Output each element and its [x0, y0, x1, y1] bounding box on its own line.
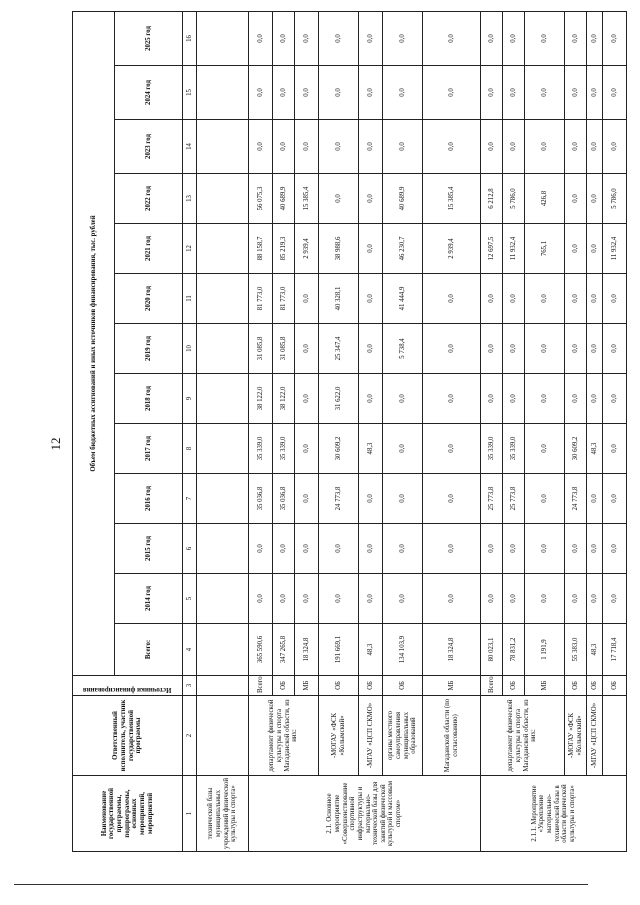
row-year-value: 31 085,8 — [273, 324, 295, 374]
row-year-value: 0,0 — [503, 324, 525, 374]
header-volume: Объем бюджетных ассигнований и иных источников финансирования, тыс. рублей — [73, 11, 115, 675]
row-year-value: 0,0 — [565, 66, 587, 120]
row-executor: органы местного самоуправления муниципальных образований — [383, 696, 423, 776]
table-row — [359, 11, 383, 851]
row-year-value: 0,0 — [603, 524, 627, 574]
row-year-value: 0,0 — [249, 120, 273, 174]
row-year-value: 40 689,9 — [273, 174, 295, 224]
row-year-value: 0,0 — [603, 11, 627, 65]
row-year-value: 0,0 — [295, 524, 319, 574]
row-year-value: 5 738,4 — [383, 324, 423, 374]
row-year-value: 11 932,4 — [503, 224, 525, 274]
row-year-value: 0,0 — [603, 66, 627, 120]
row-name: 2.1.1. Мероприятие «Укрепление материально-технической базы в области физической культуры и спорта» — [481, 776, 627, 852]
row-year-value: 0,0 — [503, 120, 525, 174]
row-source: ОБ — [359, 676, 383, 696]
row-year-value: 0,0 — [295, 424, 319, 474]
row-year-value: 56 075,3 — [249, 174, 273, 224]
row-year-value: 0,0 — [525, 374, 565, 424]
row-year-value: 46 230,7 — [383, 224, 423, 274]
row-year-value — [197, 474, 249, 524]
header-executor: Ответственный исполнитель, участник государственной программы — [73, 696, 183, 776]
row-year-value: 0,0 — [319, 120, 359, 174]
row-year-value: 0,0 — [383, 11, 423, 65]
table-row — [481, 11, 503, 851]
row-year-value: 35 036,8 — [273, 474, 295, 524]
row-year-value: 0,0 — [383, 474, 423, 524]
row-name: 2.1. Основное мероприятие «Совершенствование спортивной инфраструктуры и материально-технической базы для занятий физической культурой и массовым спортом» — [249, 776, 481, 852]
row-year-value: 88 158,7 — [249, 224, 273, 274]
budget-table — [72, 11, 627, 852]
row-year-value: 0,0 — [565, 524, 587, 574]
row-year-value: 0,0 — [319, 524, 359, 574]
row-year-value: 0,0 — [603, 324, 627, 374]
row-year-value: 48,3 — [359, 424, 383, 474]
row-year-value: 0,0 — [423, 66, 481, 120]
row-year-value: 0,0 — [503, 374, 525, 424]
row-year-value: 0,0 — [423, 274, 481, 324]
row-executor — [603, 696, 627, 776]
column-number: 9 — [183, 374, 197, 424]
row-year-value: 0,0 — [359, 324, 383, 374]
row-year-value: 0,0 — [525, 11, 565, 65]
row-year-value: 0,0 — [295, 11, 319, 65]
row-year-value: 0,0 — [423, 374, 481, 424]
row-year-value: 0,0 — [587, 120, 603, 174]
row-year-value — [197, 224, 249, 274]
column-number: 4 — [183, 624, 197, 676]
row-source: Всего — [481, 676, 503, 696]
row-year-value: 5 786,0 — [603, 174, 627, 224]
bottom-rule — [14, 884, 588, 885]
row-year-value: 0,0 — [587, 224, 603, 274]
row-total: 365 590,6 — [249, 624, 273, 676]
header-year: 2018 год — [115, 374, 183, 424]
row-year-value — [197, 11, 249, 65]
row-year-value: 0,0 — [295, 374, 319, 424]
header-year: 2024 год — [115, 66, 183, 120]
column-number: 14 — [183, 120, 197, 174]
header-year: 2015 год — [115, 524, 183, 574]
row-year-value: 0,0 — [249, 574, 273, 624]
row-source: ОБ — [319, 676, 359, 696]
row-executor — [197, 696, 249, 776]
row-year-value: 0,0 — [525, 66, 565, 120]
row-year-value: 38 122,0 — [273, 374, 295, 424]
row-year-value: 0,0 — [565, 224, 587, 274]
row-source: МБ — [423, 676, 481, 696]
row-year-value: 0,0 — [481, 11, 503, 65]
row-year-value: 0,0 — [319, 174, 359, 224]
row-year-value: 0,0 — [249, 524, 273, 574]
row-year-value: 0,0 — [295, 474, 319, 524]
row-year-value: 0,0 — [383, 120, 423, 174]
header-year: 2019 год — [115, 324, 183, 374]
column-number: 3 — [183, 676, 197, 696]
row-year-value: 2 939,4 — [295, 224, 319, 274]
row-total: 17 718,4 — [603, 624, 627, 676]
row-year-value: 0,0 — [423, 11, 481, 65]
row-year-value: 0,0 — [525, 324, 565, 374]
row-executor: -МОГАУ «ФСК «Колымский» — [565, 696, 587, 776]
row-year-value: 30 609,2 — [565, 424, 587, 474]
row-source: ОБ — [587, 676, 603, 696]
column-number: 5 — [183, 574, 197, 624]
row-executor: -МГАУ «ЦСП СКМО» — [587, 696, 603, 776]
row-source: МБ — [525, 676, 565, 696]
row-source: ОБ — [273, 676, 295, 696]
row-year-value: 81 773,0 — [273, 274, 295, 324]
row-year-value: 2 939,4 — [423, 224, 481, 274]
table-row — [319, 11, 359, 851]
row-executor: Магаданской области (по согласованию) — [423, 696, 481, 776]
row-year-value: 40 689,9 — [383, 174, 423, 224]
row-total: 18 324,8 — [295, 624, 319, 676]
column-number: 2 — [183, 696, 197, 776]
row-year-value — [197, 174, 249, 224]
row-year-value: 0,0 — [383, 374, 423, 424]
row-year-value: 25 347,4 — [319, 324, 359, 374]
row-year-value: 0,0 — [503, 11, 525, 65]
row-year-value — [197, 524, 249, 574]
row-source: ОБ — [503, 676, 525, 696]
row-year-value: 0,0 — [481, 120, 503, 174]
row-year-value: 0,0 — [383, 424, 423, 474]
row-year-value: 0,0 — [525, 274, 565, 324]
row-total: 347 265,8 — [273, 624, 295, 676]
row-year-value: 0,0 — [525, 574, 565, 624]
row-year-value: 0,0 — [383, 524, 423, 574]
table-row — [249, 11, 273, 851]
row-year-value: 0,0 — [565, 174, 587, 224]
row-year-value: 0,0 — [423, 120, 481, 174]
row-year-value: 38 122,0 — [249, 374, 273, 424]
row-year-value: 6 212,8 — [481, 174, 503, 224]
column-number: 6 — [183, 524, 197, 574]
row-source — [197, 676, 249, 696]
row-year-value: 0,0 — [423, 324, 481, 374]
row-year-value: 24 773,8 — [319, 474, 359, 524]
table-row — [565, 11, 587, 851]
row-year-value: 35 036,8 — [249, 474, 273, 524]
row-year-value — [197, 274, 249, 324]
column-number: 11 — [183, 274, 197, 324]
header-source-text: Источники финансирования — [83, 686, 172, 693]
column-number: 8 — [183, 424, 197, 474]
row-year-value: 0,0 — [359, 524, 383, 574]
row-year-value: 0,0 — [525, 524, 565, 574]
column-number: 10 — [183, 324, 197, 374]
header-year: 2023 год — [115, 120, 183, 174]
row-total: 80 023,1 — [481, 624, 503, 676]
row-total: 55 383,0 — [565, 624, 587, 676]
row-year-value: 765,1 — [525, 224, 565, 274]
row-executor: департамент физической культуры и спорта Магаданской области, из них: — [481, 696, 565, 776]
row-year-value — [197, 66, 249, 120]
row-year-value: 0,0 — [525, 474, 565, 524]
row-year-value: 30 609,2 — [319, 424, 359, 474]
table-row — [423, 11, 481, 851]
row-total: 1 191,9 — [525, 624, 565, 676]
row-year-value: 0,0 — [383, 574, 423, 624]
row-year-value: 0,0 — [295, 120, 319, 174]
row-year-value: 31 085,8 — [249, 324, 273, 374]
row-year-value: 0,0 — [359, 574, 383, 624]
row-source: ОБ — [565, 676, 587, 696]
row-year-value: 0,0 — [423, 524, 481, 574]
row-year-value: 0,0 — [503, 66, 525, 120]
row-year-value: 0,0 — [565, 324, 587, 374]
row-year-value: 0,0 — [603, 424, 627, 474]
row-year-value: 24 773,8 — [565, 474, 587, 524]
row-year-value: 0,0 — [423, 474, 481, 524]
column-number: 15 — [183, 66, 197, 120]
row-total: 191 669,1 — [319, 624, 359, 676]
row-year-value: 0,0 — [273, 11, 295, 65]
table-body — [197, 11, 627, 851]
row-year-value: 0,0 — [273, 66, 295, 120]
row-total: 78 831,2 — [503, 624, 525, 676]
row-year-value: 35 339,0 — [249, 424, 273, 474]
row-year-value: 0,0 — [273, 574, 295, 624]
row-total: 134 103,9 — [383, 624, 423, 676]
header-total: Всего: — [115, 624, 183, 676]
row-year-value: 40 328,1 — [319, 274, 359, 324]
row-year-value: 12 697,5 — [481, 224, 503, 274]
row-year-value: 0,0 — [565, 574, 587, 624]
row-year-value: 0,0 — [603, 474, 627, 524]
row-source: МБ — [295, 676, 319, 696]
row-name: технической базы муниципальных учреждений физической культуры и спорта» — [197, 776, 249, 852]
row-year-value: 0,0 — [503, 524, 525, 574]
row-year-value: 41 444,9 — [383, 274, 423, 324]
header-year: 2014 год — [115, 574, 183, 624]
column-number-row — [183, 11, 197, 851]
row-year-value: 35 339,0 — [273, 424, 295, 474]
row-year-value: 0,0 — [383, 66, 423, 120]
row-year-value: 0,0 — [359, 66, 383, 120]
column-number: 13 — [183, 174, 197, 224]
row-year-value: 0,0 — [481, 66, 503, 120]
header-year: 2022 год — [115, 174, 183, 224]
row-year-value: 0,0 — [587, 574, 603, 624]
row-year-value: 25 773,8 — [503, 474, 525, 524]
row-year-value: 0,0 — [603, 120, 627, 174]
row-year-value: 0,0 — [295, 66, 319, 120]
row-year-value: 0,0 — [319, 66, 359, 120]
row-year-value: 0,0 — [359, 120, 383, 174]
row-year-value: 0,0 — [565, 11, 587, 65]
row-year-value: 0,0 — [587, 274, 603, 324]
page-number: 12 — [48, 437, 63, 451]
column-number: 16 — [183, 11, 197, 65]
row-year-value: 81 773,0 — [249, 274, 273, 324]
row-year-value: 0,0 — [423, 424, 481, 474]
row-year-value: 0,0 — [359, 224, 383, 274]
row-executor: -МГАУ «ЦСП СКМО» — [359, 696, 383, 776]
row-year-value: 0,0 — [359, 474, 383, 524]
row-year-value: 0,0 — [273, 120, 295, 174]
row-year-value: 0,0 — [587, 474, 603, 524]
row-year-value: 0,0 — [565, 374, 587, 424]
row-year-value: 0,0 — [565, 120, 587, 174]
header-year: 2020 год — [115, 274, 183, 324]
header-year: 2017 год — [115, 424, 183, 474]
row-year-value: 0,0 — [587, 524, 603, 574]
row-year-value: 15 385,4 — [423, 174, 481, 224]
row-year-value: 25 773,8 — [481, 474, 503, 524]
row-year-value: 35 339,0 — [481, 424, 503, 474]
row-year-value: 0,0 — [587, 324, 603, 374]
row-year-value: 0,0 — [525, 424, 565, 474]
row-year-value — [197, 574, 249, 624]
row-year-value — [197, 374, 249, 424]
row-year-value: 0,0 — [565, 274, 587, 324]
row-year-value: 0,0 — [319, 11, 359, 65]
row-year-value: 426,8 — [525, 174, 565, 224]
row-year-value: 0,0 — [587, 11, 603, 65]
row-year-value: 85 219,3 — [273, 224, 295, 274]
row-year-value: 0,0 — [273, 524, 295, 574]
row-year-value: 0,0 — [359, 374, 383, 424]
row-year-value: 0,0 — [503, 274, 525, 324]
row-year-value: 11 932,4 — [603, 224, 627, 274]
row-year-value: 0,0 — [249, 66, 273, 120]
row-year-value: 0,0 — [423, 574, 481, 624]
row-year-value: 0,0 — [603, 374, 627, 424]
row-source: ОБ — [603, 676, 627, 696]
rotated-table-wrapper — [72, 12, 618, 852]
header-name: Наименование государственной программы, подпрограммы, основных мероприятий, мероприятий — [73, 776, 183, 852]
row-year-value: 35 339,0 — [503, 424, 525, 474]
row-year-value: 0,0 — [295, 324, 319, 374]
row-year-value: 0,0 — [481, 274, 503, 324]
row-total — [197, 624, 249, 676]
row-year-value: 15 385,4 — [295, 174, 319, 224]
row-year-value: 0,0 — [587, 174, 603, 224]
row-year-value: 0,0 — [481, 574, 503, 624]
table-row — [383, 11, 423, 851]
row-total: 48,3 — [359, 624, 383, 676]
row-total: 48,3 — [587, 624, 603, 676]
row-year-value: 48,3 — [587, 424, 603, 474]
header-year: 2016 год — [115, 474, 183, 524]
row-year-value: 0,0 — [587, 374, 603, 424]
row-year-value: 5 786,0 — [503, 174, 525, 224]
row-year-value: 0,0 — [481, 374, 503, 424]
column-number: 12 — [183, 224, 197, 274]
row-source: Всего — [249, 676, 273, 696]
row-year-value: 0,0 — [249, 11, 273, 65]
row-year-value — [197, 324, 249, 374]
header-source — [73, 676, 183, 696]
row-year-value: 0,0 — [525, 120, 565, 174]
row-year-value: 31 622,0 — [319, 374, 359, 424]
row-year-value: 0,0 — [587, 66, 603, 120]
row-year-value: 0,0 — [295, 574, 319, 624]
row-year-value — [197, 424, 249, 474]
row-year-value: 0,0 — [359, 11, 383, 65]
column-number: 7 — [183, 474, 197, 524]
row-year-value: 38 988,6 — [319, 224, 359, 274]
row-year-value — [197, 120, 249, 174]
row-year-value: 0,0 — [319, 574, 359, 624]
row-year-value: 0,0 — [481, 524, 503, 574]
column-number: 1 — [183, 776, 197, 852]
row-source: ОБ — [383, 676, 423, 696]
row-year-value: 0,0 — [503, 574, 525, 624]
row-executor: департамент физической культуры и спорта Магаданской области, из них: — [249, 696, 319, 776]
row-executor: -МОГАУ «ФСК «Колымский» — [319, 696, 359, 776]
table-row — [587, 11, 603, 851]
header-year: 2025 год — [115, 11, 183, 65]
row-year-value: 0,0 — [359, 274, 383, 324]
table-row — [603, 11, 627, 851]
row-year-value: 0,0 — [359, 174, 383, 224]
header-year: 2021 год — [115, 224, 183, 274]
row-total: 18 324,8 — [423, 624, 481, 676]
row-year-value: 0,0 — [603, 274, 627, 324]
row-year-value: 0,0 — [481, 324, 503, 374]
row-year-value: 0,0 — [603, 574, 627, 624]
row-year-value: 0,0 — [295, 274, 319, 324]
table-row — [197, 11, 249, 851]
